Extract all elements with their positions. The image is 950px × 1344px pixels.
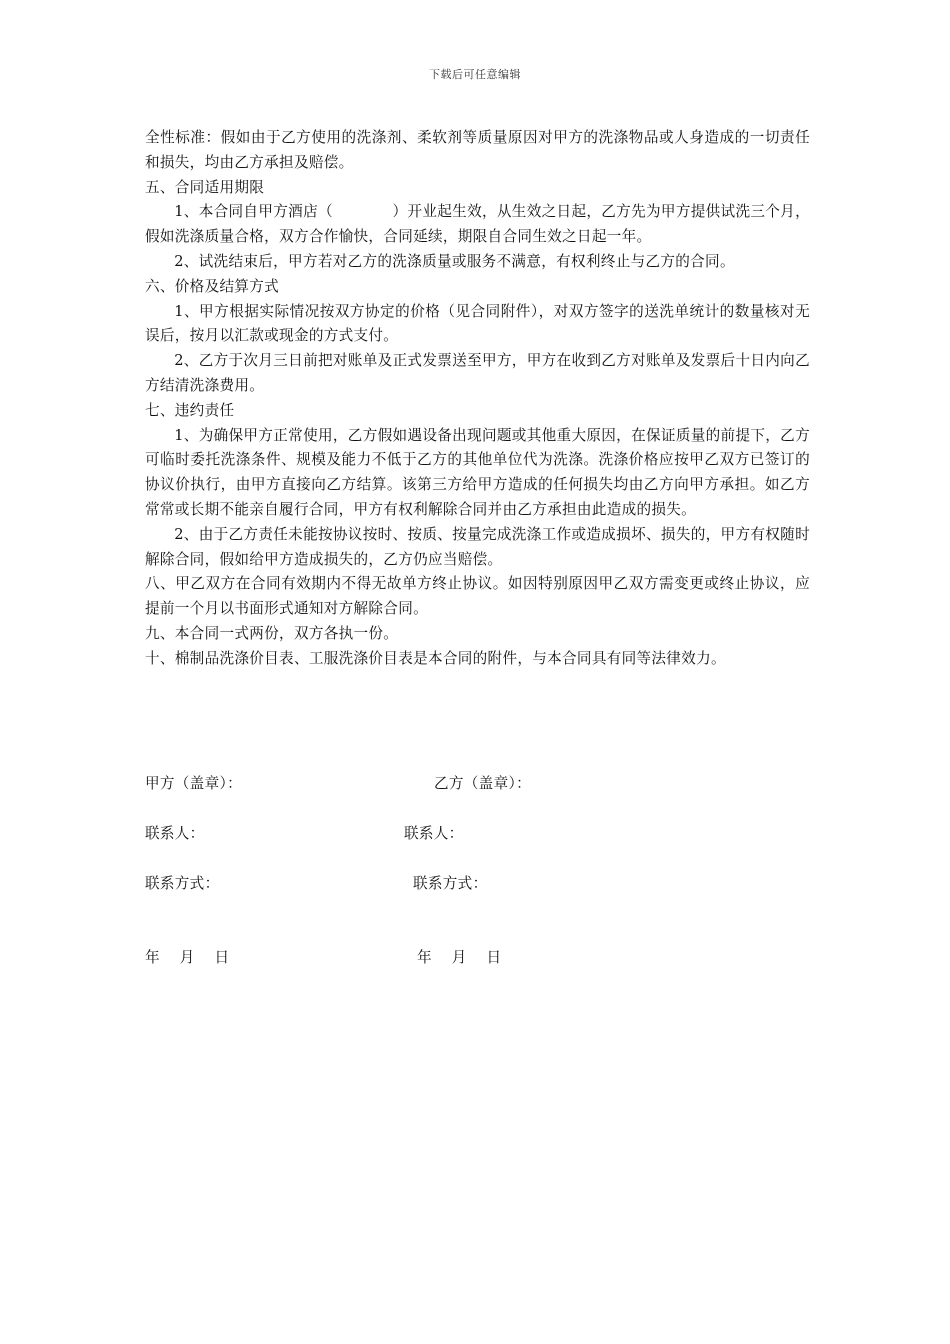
paragraph-safety-standard: 全性标准：假如由于乙方使用的洗涤剂、柔软剂等质量原因对甲方的洗涤物品或人身造成的一切责任和损失，均由乙方承担及赔偿。 <box>145 129 810 171</box>
page-header: 下载后可任意编辑 <box>429 68 521 81</box>
section-heading-price: 六、价格及结算方式 <box>145 277 280 295</box>
paragraph-liability-2: 2、由于乙方责任未能按协议按时、按质、按量完成洗涤工作或造成损坏、损失的，甲方有权随时解除合同，假如给甲方造成损失的，乙方仍应当赔偿。 <box>145 525 810 568</box>
paragraph-term-1: 1、本合同自甲方酒店（ ）开业起生效，从生效之日起，乙方先为甲方提供试洗三个月，假如洗涤质量合格，双方合作愉快，合同延续，期限自合同生效之日起一年。 <box>145 203 810 246</box>
party-a-phone-label: 联系方式： <box>145 875 220 892</box>
section-heading-liability: 七、违约责任 <box>145 401 235 419</box>
paragraph-price-2: 2、乙方于次月三日前把对账单及正式发票送至甲方，甲方在收到乙方对账单及发票后十日内向乙方结清洗涤费用。 <box>145 352 810 394</box>
paragraph-section-8: 八、甲乙双方在合同有效期内不得无故单方终止协议。如因特别原因甲乙双方需变更或终止协议，应提前一个月以书面形式通知对方解除合同。 <box>145 575 810 618</box>
section-heading-term: 五、合同适用期限 <box>145 178 265 196</box>
paragraph-section-10: 十、棉制品洗涤价目表、工服洗涤价目表是本合同的附件，与本合同具有同等法律效力。 <box>145 649 726 667</box>
contract-body <box>145 126 810 672</box>
party-b-seal-label: 乙方（盖章）： <box>434 775 531 792</box>
party-b-contact-label: 联系人： <box>404 825 464 842</box>
party-a-date: 年 月 日 <box>145 949 230 966</box>
party-a-contact-label: 联系人： <box>145 825 205 842</box>
paragraph-liability-1: 1、为确保甲方正常使用，乙方假如遇设备出现问题或其他重大原因，在保证质量的前提下，乙方可临时委托洗涤条件、规模及能力不低于乙方的其他单位代为洗涤。洗涤价格应按甲乙双方已签订的协议价执行，由甲方直接向乙方结算。该第三方给甲方造成的任何损失均由乙方向甲方承担。如乙方常常或长期不能亲自履行合同，甲方有权利解除合同并由乙方承担由此造成的损失。 <box>145 426 810 518</box>
party-a-seal-label: 甲方（盖章）： <box>145 775 242 792</box>
paragraph-term-2: 2、试洗结束后，甲方若对乙方的洗涤质量或服务不满意，有权利终止与乙方的合同。 <box>174 252 735 270</box>
paragraph-section-9: 九、本合同一式两份，双方各执一份。 <box>145 624 399 642</box>
party-b-date: 年 月 日 <box>417 949 502 966</box>
party-b-phone-label: 联系方式： <box>413 875 488 892</box>
paragraph-price-1: 1、甲方根据实际情况按双方协定的价格（见合同附件），对双方签字的送洗单统计的数量核对无误后，按月以汇款或现金的方式支付。 <box>145 302 810 345</box>
